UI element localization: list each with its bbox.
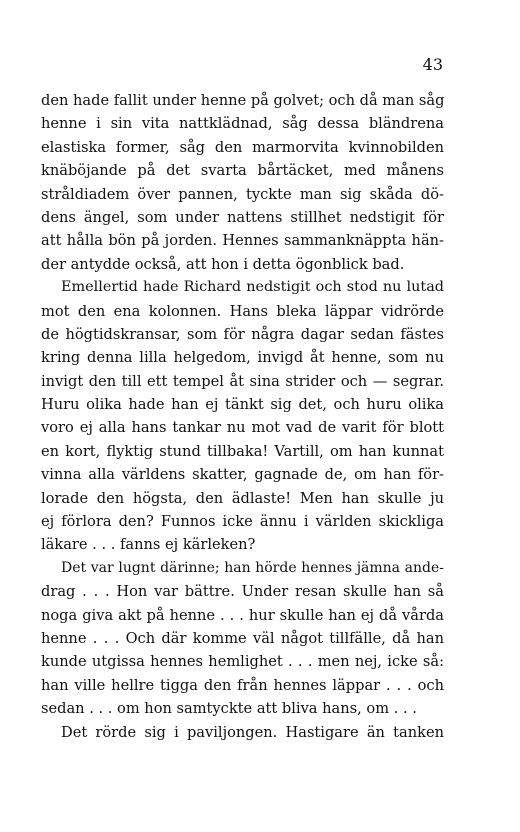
text-line: en kort, flyktig stund tillbaka! Vartill, om han kunnat (41, 442, 444, 460)
text-line: dens ängel, som under nattens stillhet nedstigit för (41, 208, 444, 226)
text-line: han ville hellre tigga den från hennes läppar . . . och (41, 676, 444, 694)
text-line: Emellertid hade Richard nedstigit och stod nu lutad (61, 279, 444, 296)
text-line: lorade den högsta, den ädlaste! Men han skulle ju (41, 489, 444, 507)
body-text (41, 89, 444, 744)
text-line: läkare . . . fanns ej kärleken? (41, 536, 256, 554)
text-line: kunde utgissa hennes hemlighet . . . men nej, icke så: (41, 653, 444, 671)
text-line: henne i sin vita nattklädnad, såg dessa bländrena (41, 115, 444, 133)
text-line: stråldiadem över pannen, tyckte man sig skåda dö- (41, 185, 444, 203)
text-line: den hade fallit under henne på golvet; och då man såg (41, 92, 444, 109)
text-line: vinna alla världens skatter, gagnade de, om han för- (41, 466, 444, 484)
text-line: kring denna lilla helgedom, invigd åt henne, som nu (41, 349, 444, 367)
text-line: Det rörde sig i paviljongen. Hastigare än tanken (61, 723, 444, 741)
text-line: drag . . . Hon var bättre. Under resan skulle han så (41, 583, 444, 601)
text-line: noga giva akt på henne . . . hur skulle han ej då vårda (41, 606, 444, 624)
text-line: att hålla bön på jorden. Hennes sammanknäppta hän- (41, 232, 444, 250)
text-line: henne . . . Och där komme väl något tillfälle, då han (41, 629, 444, 647)
text-line: de högtidskransar, som för några dagar sedan fästes (41, 325, 444, 343)
text-line: voro ej alla hans tankar nu mot vad de varit för blott (41, 419, 444, 437)
text-line: Det var lugnt därinne; han hörde hennes jämna ande- (61, 559, 444, 576)
text-line: der antydde också, att hon i detta ögonblick bad. (41, 255, 405, 273)
text-line: sedan . . . om hon samtyckte att bliva hans, om . . . (41, 700, 417, 718)
text-line: knäböjande på det svarta bårtäcket, med månens (41, 162, 444, 180)
text-line: ej förlora den? Funnos icke ännu i världen skickliga (41, 513, 444, 531)
text-line: Huru olika hade han ej tänkt sig det, och huru olika (41, 396, 444, 414)
text-line: mot den ena kolonnen. Hans bleka läppar vidrörde (41, 302, 444, 320)
page-number: 43 (422, 55, 443, 74)
text-line: invigt den till ett tempel åt sina strider och — segrar. (41, 372, 444, 390)
text-line: elastiska former, såg den marmorvita kvinnobilden (41, 138, 444, 156)
